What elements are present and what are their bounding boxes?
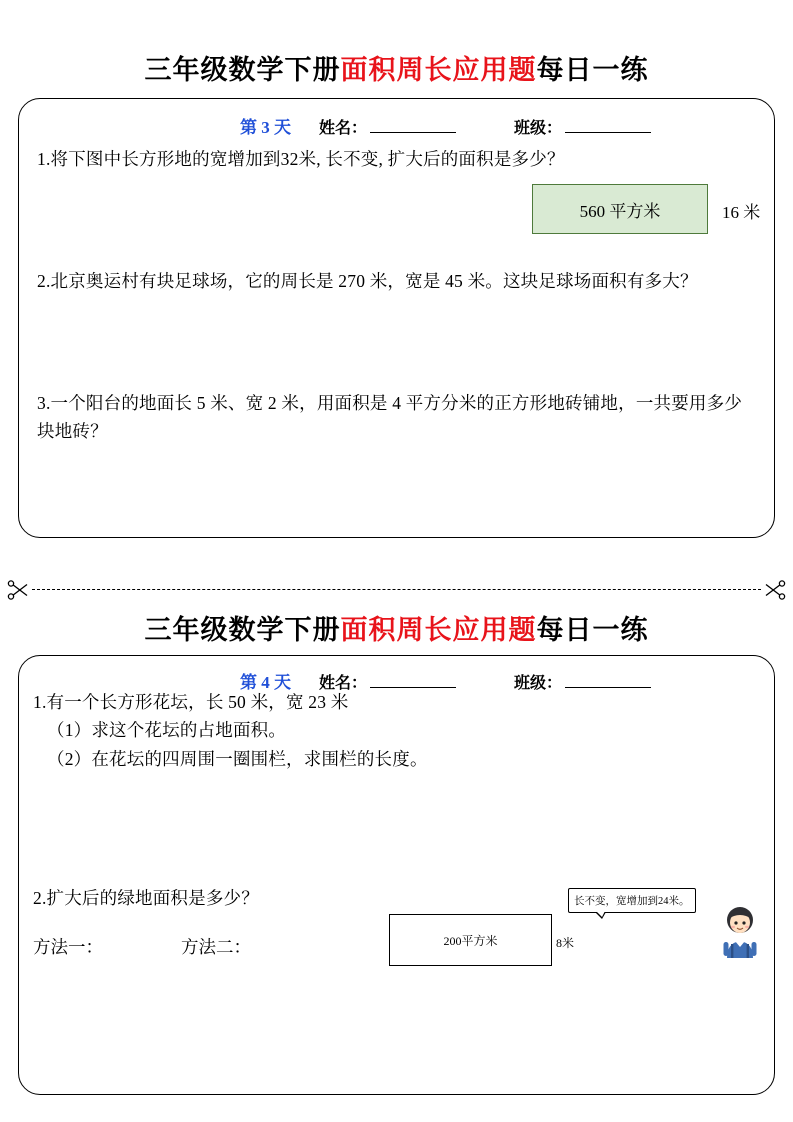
name-blank-2[interactable] [370, 672, 456, 688]
class-label-2: 班级： [514, 675, 563, 692]
figure-area-text-1: 560 平方米 [579, 201, 661, 221]
figure-callout [568, 888, 696, 913]
scissors-icon-right [763, 578, 787, 606]
title-accent: 面积周长应用题 [340, 55, 537, 85]
figure-callout-text: 长不变，宽增加到24米。 [574, 896, 690, 907]
figure-area-box-1 [532, 184, 708, 234]
class-blank-1[interactable] [565, 117, 651, 133]
figure-area-text-2: 200平方米 [443, 933, 498, 948]
worksheet-title-1 [0, 48, 793, 87]
cut-line [32, 589, 761, 590]
worksheet-box-2 [18, 655, 775, 1095]
name-label-1: 姓名： [319, 120, 368, 137]
name-field-1 [319, 115, 456, 138]
title-suffix-2: 每日一练 [536, 615, 649, 645]
class-field-1 [514, 115, 651, 138]
day-label-2: 第 4 天 [240, 673, 291, 692]
question-1-1: 1.将下图中长方形地的宽增加到32米, 长不变, 扩大后的面积是多少？ [37, 149, 565, 169]
scissors-icon-left [6, 578, 30, 606]
question-2-1a: （1）求这个花坛的占地面积。 [47, 720, 287, 740]
title-suffix: 每日一练 [536, 55, 649, 85]
name-label-2: 姓名： [319, 675, 368, 692]
day-label-1: 第 3 天 [240, 118, 291, 137]
question-1-2: 2.北京奥运村有块足球场，它的周长是 270 米，宽是 45 米。这块足球场面积有多大？ [37, 271, 698, 291]
title-prefix: 三年级数学下册 [144, 55, 341, 85]
title-accent-2: 面积周长应用题 [340, 615, 537, 645]
title-prefix-2: 三年级数学下册 [144, 615, 341, 645]
figure-side-label-2: 8米 [556, 936, 575, 950]
question-2-2: 2.扩大后的绿地面积是多少？ [33, 888, 259, 908]
figure-side-label-1: 16 米 [722, 203, 761, 222]
worksheet-box-1 [18, 98, 775, 538]
class-blank-2[interactable] [565, 672, 651, 688]
worksheet-header-1 [19, 113, 774, 138]
worksheet-title-2 [0, 608, 793, 647]
method-two-label: 方法二： [181, 937, 251, 957]
class-label-1: 班级： [514, 120, 563, 137]
question-1-3: 3.一个阳台的地面长 5 米、宽 2 米，用面积是 4 平方分米的正方形地砖铺地，一共要用多少块地砖？ [37, 393, 743, 442]
question-2-1: 1.有一个长方形花坛，长 50 米，宽 23 米 [33, 692, 349, 712]
student-mascot-icon [719, 904, 761, 958]
question-2-1b: （2）在花坛的四周围一圈围栏，求围栏的长度。 [47, 749, 428, 769]
figure-area-box-2 [389, 914, 552, 966]
method-one-label: 方法一： [33, 937, 103, 957]
name-blank-1[interactable] [370, 117, 456, 133]
